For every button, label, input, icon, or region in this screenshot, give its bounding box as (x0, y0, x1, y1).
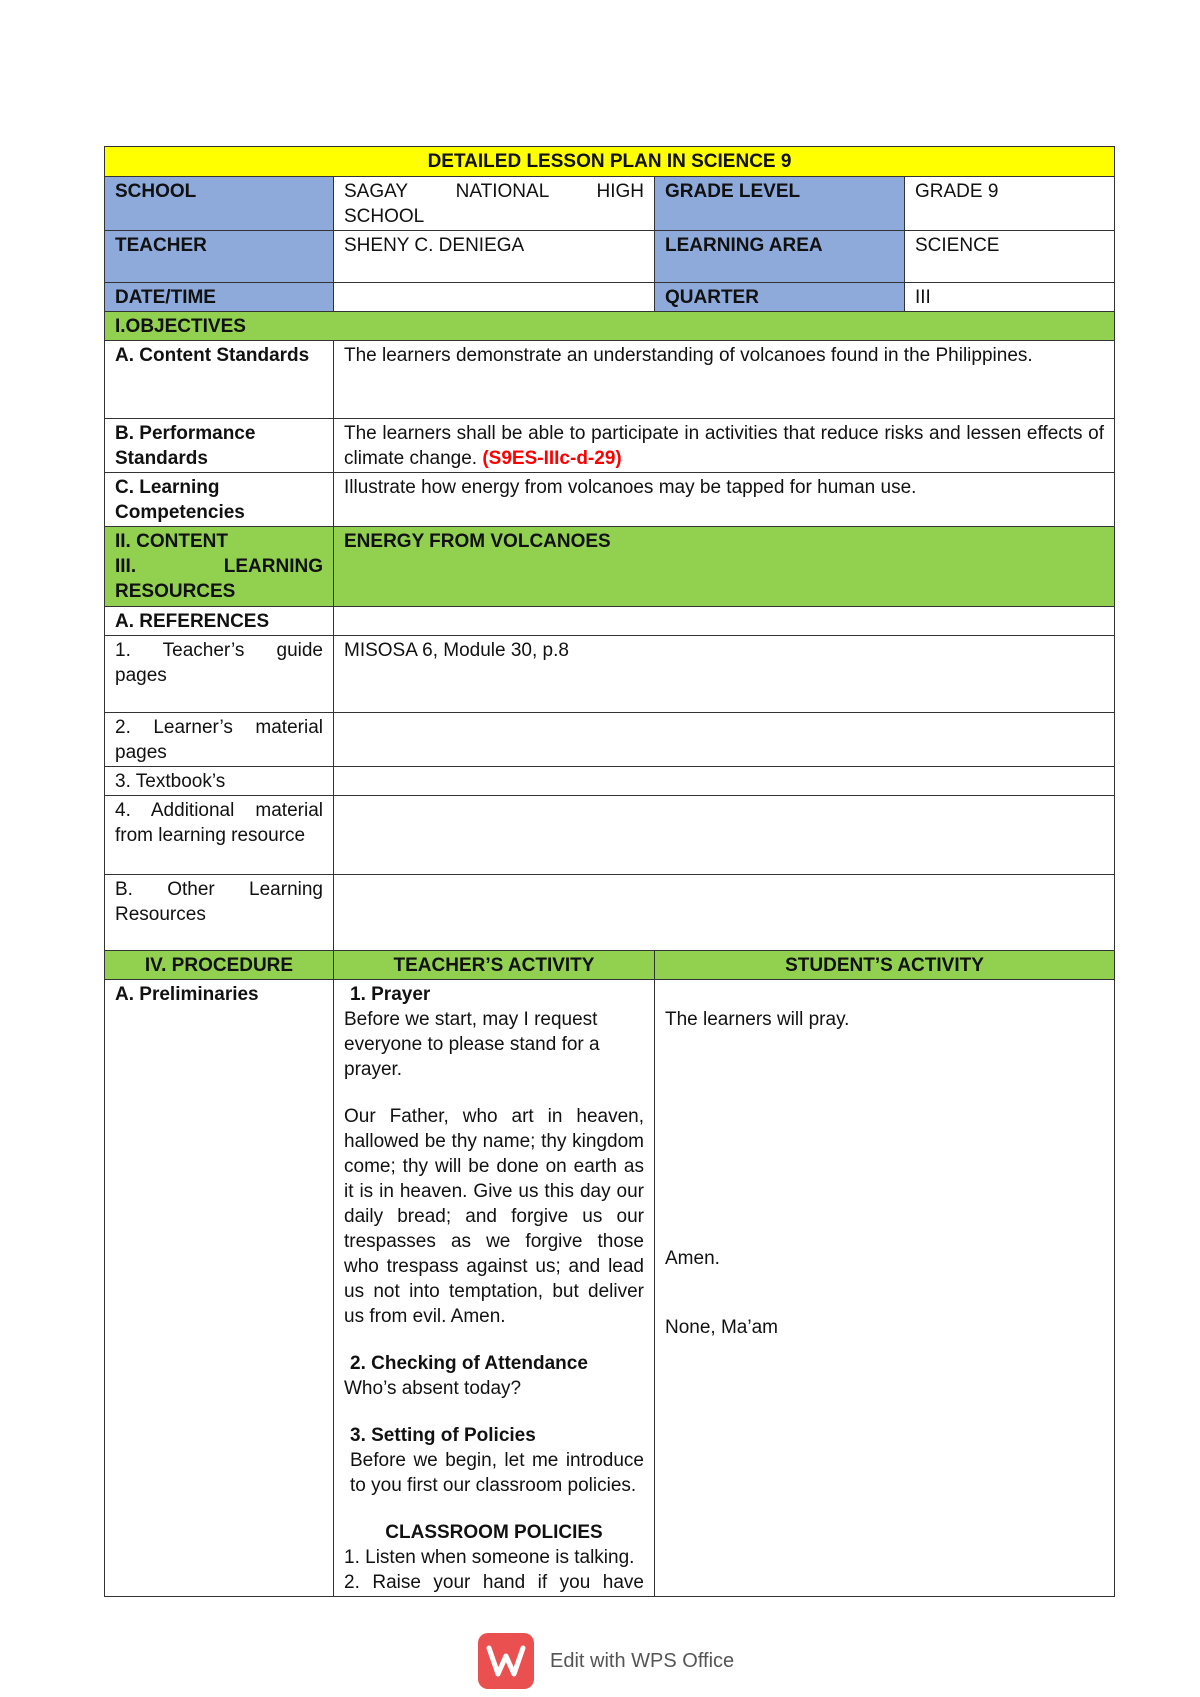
attendance-question: Who’s absent today? (344, 1378, 522, 1399)
learners-material-label: 2. Learner’s material pages (105, 713, 334, 767)
teacher-row (105, 231, 1115, 283)
learning-area-label: LEARNING AREA (655, 231, 905, 283)
content-standards-text: The learners demonstrate an understanding of volcanoes found in the Philippines. (334, 341, 1115, 419)
title-row (105, 147, 1115, 177)
datetime-label: DATE/TIME (105, 283, 334, 312)
school-row (105, 177, 1115, 231)
student-attendance-response: None, Ma’am (665, 1317, 778, 1338)
teachers-activity-heading: TEACHER’S ACTIVITY (334, 951, 655, 980)
content-heading: II. CONTENT (115, 531, 228, 552)
additional-material-value (334, 796, 1115, 875)
performance-standards-row (105, 419, 1115, 473)
grade-level-label: GRADE LEVEL (655, 177, 905, 231)
references-empty-cell (334, 607, 1115, 636)
content-value: ENERGY FROM VOLCANOES (334, 527, 1115, 607)
textbook-label: 3. Textbook’s (105, 767, 334, 796)
prayer-request: Before we start, may I request everyone to please stand for a prayer. (344, 1009, 600, 1080)
other-resources-label: B. Other Learning Resources (105, 875, 334, 951)
wps-logo-icon (478, 1633, 534, 1689)
performance-standards-cell (334, 419, 1115, 473)
learning-resources-heading-line1: III. LEARNING (115, 556, 323, 577)
teacher-value: SHENY C. DENIEGA (334, 231, 655, 283)
teachers-guide-value: MISOSA 6, Module 30, p.8 (334, 636, 1115, 713)
learning-competencies-text: Illustrate how energy from volcanoes may be tapped for human use. (334, 473, 1115, 527)
learning-area-value: SCIENCE (905, 231, 1115, 283)
procedure-heading: IV. PROCEDURE (105, 951, 334, 980)
teachers-guide-label: 1. Teacher’s guide pages (105, 636, 334, 713)
attendance-title: 2. Checking of Attendance (350, 1353, 588, 1374)
learners-material-value (334, 713, 1115, 767)
teacher-activity-cell (334, 980, 655, 1597)
datetime-row (105, 283, 1115, 312)
student-amen-response: Amen. (665, 1248, 720, 1269)
teachers-guide-row (105, 636, 1115, 713)
policies-intro: Before we begin, let me introduce to you first our classroom policies. (350, 1450, 644, 1496)
content-standards-label: A. Content Standards (105, 341, 334, 419)
lesson-plan-table (104, 146, 1115, 1597)
other-resources-value (334, 875, 1115, 951)
grade-level-value: GRADE 9 (905, 177, 1115, 231)
policy-1: 1. Listen when someone is talking. (344, 1547, 635, 1568)
learning-competencies-label: C. Learning Competencies (105, 473, 334, 527)
references-heading-row (105, 607, 1115, 636)
school-value-line1: SAGAY NATIONAL HIGH (344, 181, 644, 202)
other-resources-row (105, 875, 1115, 951)
quarter-label: QUARTER (655, 283, 905, 312)
performance-standards-text: The learners shall be able to participate in activities that reduce risks and lessen effects of climate change. (344, 423, 1105, 469)
content-standards-row (105, 341, 1115, 419)
preliminaries-label: A. Preliminaries (105, 980, 334, 1597)
datetime-value (334, 283, 655, 312)
procedure-heading-row (105, 951, 1115, 980)
learners-material-row (105, 713, 1115, 767)
prayer-text: Our Father, who art in heaven, hallowed be thy name; thy kingdom come; thy will be done on earth as it is in heaven. Give us this day our daily bread; and forgive us our trespasses as we forgive those who trespass against us; and lead us not into temptation, but deliver us from evil. Amen. (344, 1106, 644, 1327)
prayer-title: 1. Prayer (350, 984, 431, 1005)
wps-watermark[interactable] (478, 1633, 734, 1689)
content-heading-cell (105, 527, 334, 607)
learning-resources-heading-line2: RESOURCES (115, 581, 236, 602)
wps-edit-text: Edit with WPS Office (550, 1649, 735, 1672)
lesson-plan-title: DETAILED LESSON PLAN IN SCIENCE 9 (105, 147, 1115, 177)
policies-title: 3. Setting of Policies (350, 1425, 536, 1446)
references-heading: A. REFERENCES (105, 607, 334, 636)
students-activity-heading: STUDENT’S ACTIVITY (655, 951, 1115, 980)
content-row (105, 527, 1115, 607)
additional-material-row (105, 796, 1115, 875)
teacher-label: TEACHER (105, 231, 334, 283)
school-value (334, 177, 655, 231)
textbook-row (105, 767, 1115, 796)
preliminaries-row (105, 980, 1115, 1597)
quarter-value: III (905, 283, 1115, 312)
learning-competencies-row (105, 473, 1115, 527)
policy-2: 2. Raise your hand if you have (344, 1572, 644, 1593)
student-pray-response: The learners will pray. (665, 1009, 850, 1030)
school-label: SCHOOL (105, 177, 334, 231)
school-value-line2: SCHOOL (344, 206, 425, 227)
objectives-heading: I.OBJECTIVES (105, 312, 1115, 341)
textbook-value (334, 767, 1115, 796)
performance-standards-label: B. Performance Standards (105, 419, 334, 473)
student-activity-cell (655, 980, 1115, 1597)
additional-material-label: 4. Additional material from learning resource (105, 796, 334, 875)
competency-code: (S9ES-IIIc-d-29) (482, 448, 622, 469)
classroom-policies-heading: CLASSROOM POLICIES (385, 1522, 603, 1543)
objectives-heading-row (105, 312, 1115, 341)
